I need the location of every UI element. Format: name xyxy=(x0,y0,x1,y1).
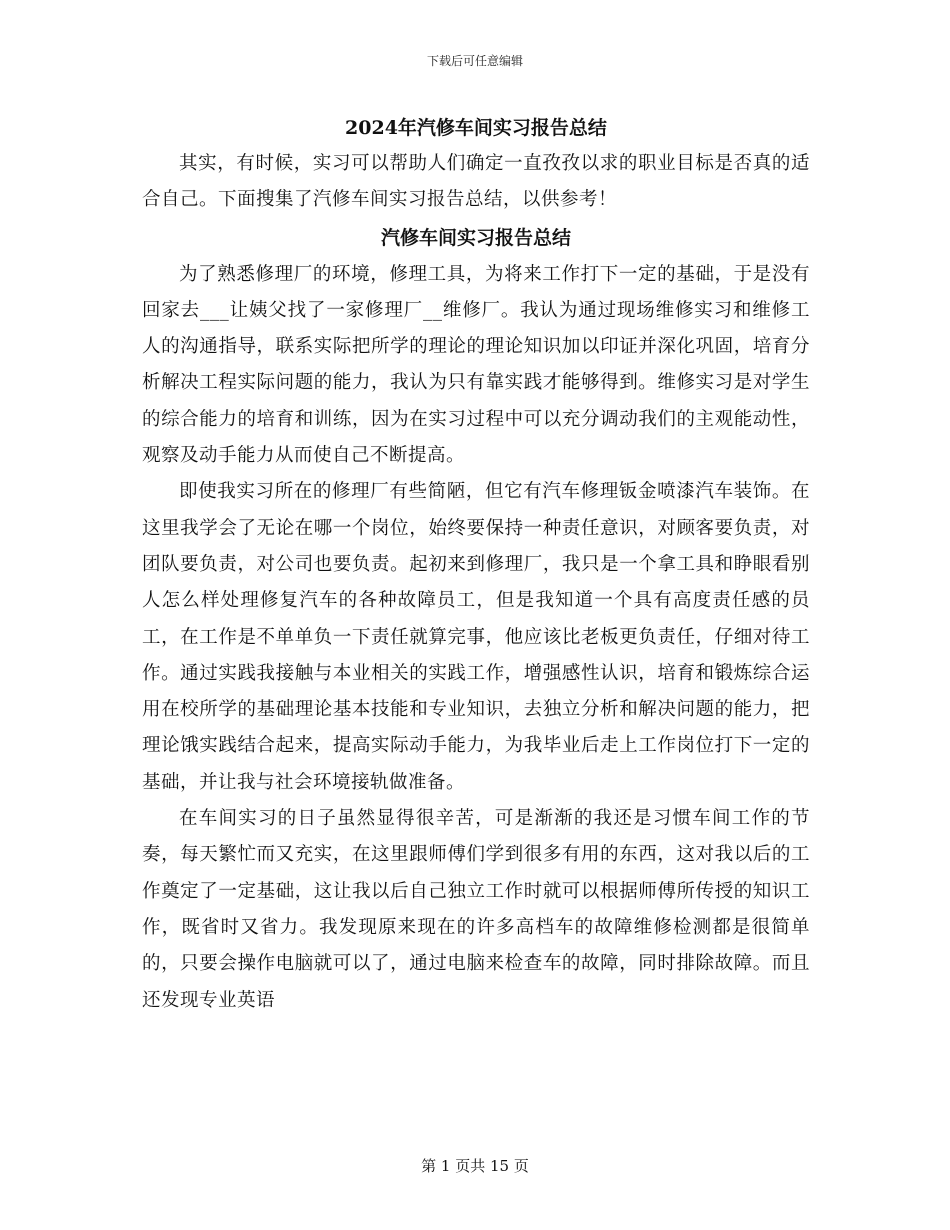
body-paragraph-2: 即使我实习所在的修理厂有些简陋，但它有汽车修理钣金喷漆汽车装饰。在这里我学会了无论在哪一个岗位，始终要保持一种责任意识，对顾客要负责，对团队要负责，对公司也要负责。起初来到修理厂，我只是一个拿工具和睁眼看别人怎么样处理修复汽车的各种故障员工，但是我知道一个具有高度责任感的员工，在工作是不单单负一下责任就算完事，他应该比老板更负责任，仔细对待工作。通过实践我接触与本业相关的实践工作，增强感性认识，培育和锻炼综合运用在校所学的基础理论基本技能和专业知识，去独立分析和解决问题的能力，把理论饿实践结合起来，提高实际动手能力，为我毕业后走上工作岗位打下一定的基础，并让我与社会环境接轨做准备。 xyxy=(142,481,810,793)
page-header-note: 下载后可任意编辑 xyxy=(426,54,523,68)
body-paragraph-3: 在车间实习的日子虽然显得很辛苦，可是渐渐的我还是习惯车间工作的节奏，每天繁忙而又充实，在这里跟师傅们学到很多有用的东西，这对我以后的工作奠定了一定基础，这让我以后自己独立工作时就可以根据师傅所传授的知识工作，既省时又省力。我发现原来现在的许多高档车的故障维修检测都是很简单的，只要会操作电脑就可以了，通过电脑来检查车的故障，同时排除故障。而且还发现专业英语 xyxy=(142,808,810,1011)
intro-paragraph: 其实，有时候，实习可以帮助人们确定一直孜孜以求的职业目标是否真的适合自己。下面搜集了汽修车间实习报告总结，以供参考！ xyxy=(142,153,810,211)
document-title: 2024年汽修车间实习报告总结 xyxy=(345,117,607,139)
body-paragraph-1: 为了熟悉修理厂的环境，修理工具，为将来工作打下一定的基础，于是没有回家去___让姨父找了一家修理厂__维修厂。我认为通过现场维修实习和维修工人的沟通指导，联系实际把所学的理论的理论知识加以印证并深化巩固，培育分析解决工程实际问题的能力，我认为只有靠实践才能够得到。维修实习是对学生的综合能力的培育和训练，因为在实习过程中可以充分调动我们的主观能动性，观察及动手能力从而使自己不断提高。 xyxy=(142,263,810,467)
section-subtitle: 汽修车间实习报告总结 xyxy=(380,226,571,249)
page-number-footer: 第 1 页共 15 页 xyxy=(421,1157,529,1175)
document-body xyxy=(142,110,810,1019)
